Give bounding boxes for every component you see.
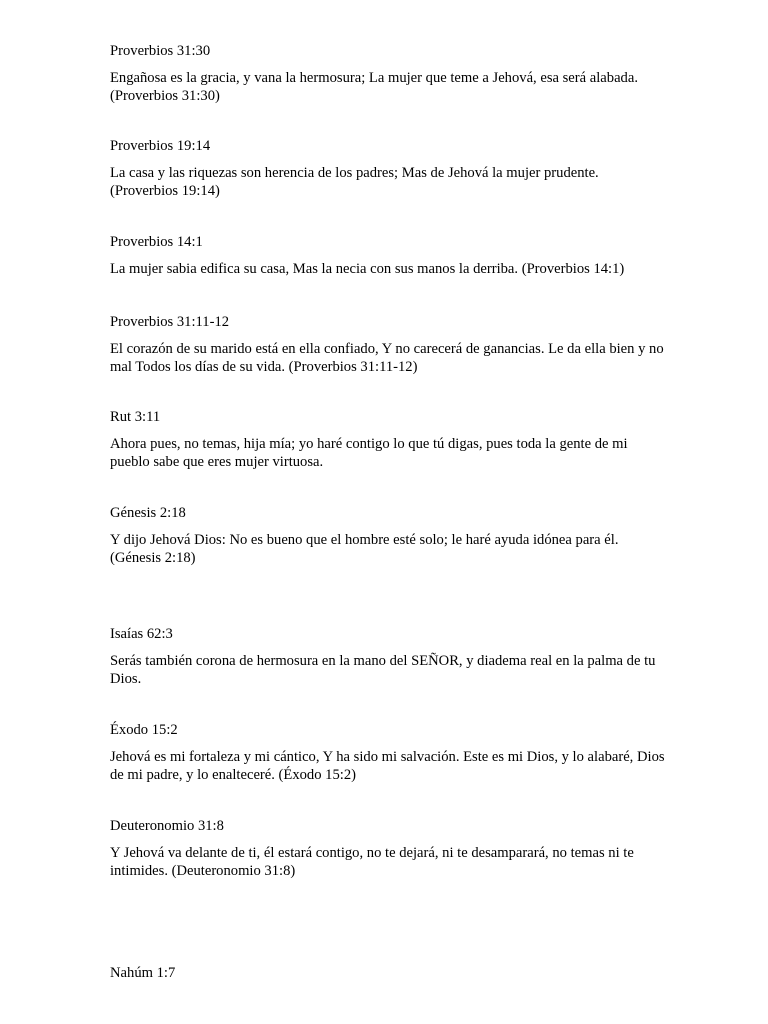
verse-entry [110,233,666,278]
verse-reference: Éxodo 15:2 [110,722,178,738]
verse-reference: Nahúm 1:7 [110,965,176,981]
verse-reference: Rut 3:11 [110,409,161,425]
verse-reference: Proverbios 31:30 [110,43,211,59]
verse-reference: Génesis 2:18 [110,505,186,521]
verse-entry [110,137,666,200]
verse-entry [110,504,666,567]
verse-entry [110,42,666,105]
verse-reference: Deuteronomio 31:8 [110,818,224,834]
verse-text: Y dijo Jehová Dios: No es bueno que el hombre esté solo; le haré ayuda idónea para él. (Génesis 2:18) [110,532,619,566]
verse-text: Serás también corona de hermosura en la mano del SEÑOR, y diadema real en la palma de tu Dios. [110,653,656,687]
verse-reference: Proverbios 14:1 [110,234,203,250]
verse-text: El corazón de su marido está en ella confiado, Y no carecerá de ganancias. Le da ella bien y no mal Todos los días de su vida. (Proverbios 31:11-12) [110,341,664,375]
verse-reference: Isaías 62:3 [110,626,173,642]
verse-text: Ahora pues, no temas, hija mía; yo haré contigo lo que tú digas, pues toda la gente de mi pueblo sabe que eres mujer virtuosa. [110,436,628,470]
verse-text: La mujer sabia edifica su casa, Mas la necia con sus manos la derriba. (Proverbios 14:1) [110,261,625,277]
verse-entry [110,625,666,688]
verse-entry [110,721,666,784]
verse-reference: Proverbios 31:11-12 [110,314,230,330]
verse-entry [110,408,666,471]
verse-text: Engañosa es la gracia, y vana la hermosura; La mujer que teme a Jehová, esa será alabada. (Proverbios 31:30) [110,70,638,104]
verse-text: La casa y las riquezas son herencia de los padres; Mas de Jehová la mujer prudente. (Proverbios 19:14) [110,165,599,199]
verse-text: Jehová es mi fortaleza y mi cántico, Y ha sido mi salvación. Este es mi Dios, y lo alabaré, Dios de mi padre, y lo enalteceré. (Éxodo 15:2) [110,749,665,783]
verse-entry [110,964,666,982]
verse-text: Y Jehová va delante de ti, él estará contigo, no te dejará, ni te desamparará, no temas ni te intimides. (Deuteronomio 31:8) [110,845,634,879]
verse-entry [110,313,666,376]
verse-entry [110,817,666,880]
verse-reference: Proverbios 19:14 [110,138,211,154]
